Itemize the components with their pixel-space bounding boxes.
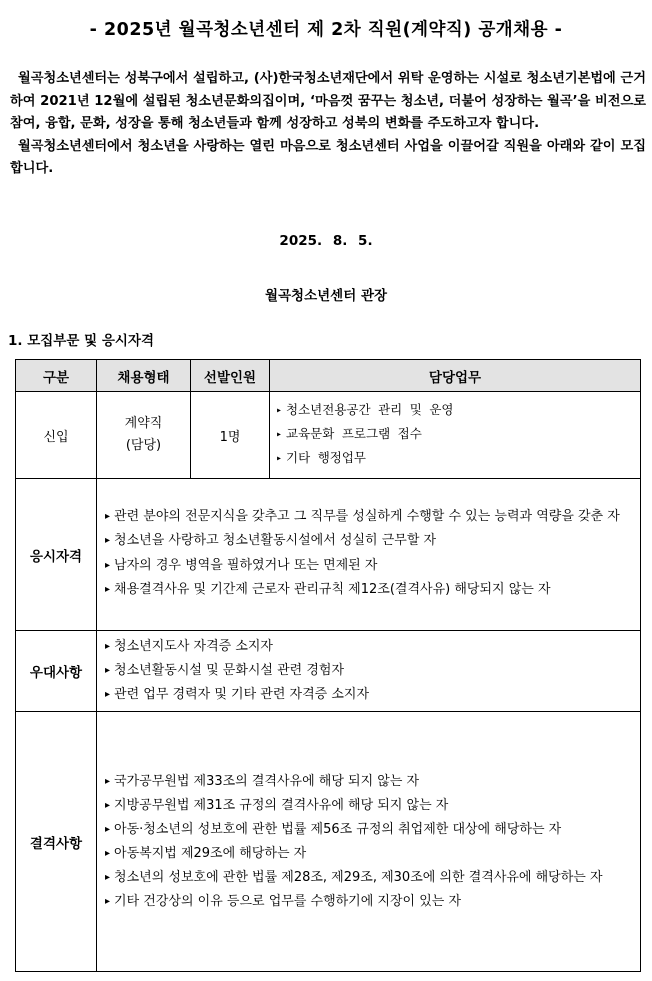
intro-paragraph-2: 월곡청소년센터에서 청소년을 사랑하는 열린 마음으로 청소년센터 사업을 이끌어갈 직원을 아래와 같이 모집합니다. <box>10 138 646 176</box>
duty-item: ▸ 청소년전용공간 관리 및 운영 <box>276 399 640 423</box>
headcount-cell: 1명 <box>191 392 270 479</box>
section-1-title: 1. 모집부문 및 응시자격 <box>8 333 154 349</box>
qualifications-label: 응시자격 <box>16 479 97 631</box>
preferences-label: 우대사항 <box>16 631 97 712</box>
employment-type-line-2: (담당) <box>125 438 162 453</box>
disqualification-item: ▸ 청소년의 성보호에 관한 법률 제28조, 제29조, 제30조에 의한 결격사유에 해당하는 자 <box>105 866 634 890</box>
header-category: 구분 <box>16 360 97 392</box>
header-duties: 담당업무 <box>270 360 641 392</box>
qualification-item: ▸ 남자의 경우 병역을 필하였거나 또는 면제된 자 <box>105 554 632 579</box>
table-row <box>16 392 641 479</box>
recruitment-table <box>15 359 641 972</box>
preference-item: ▸ 관련 업무 경력자 및 기타 관련 자격증 소지자 <box>105 683 632 707</box>
preference-item: ▸ 청소년활동시설 및 문화시설 관련 경험자 <box>105 659 632 683</box>
announcement-date: 2025. 8. 5. <box>279 233 373 249</box>
disqualifications-cell <box>97 712 641 972</box>
preference-item: ▸ 청소년지도사 자격증 소지자 <box>105 635 632 659</box>
duty-item: ▸ 교육문화 프로그램 접수 <box>276 423 640 447</box>
table-header-row <box>16 360 641 392</box>
organization-signature: 월곡청소년센터 관장 <box>264 288 388 304</box>
disqualification-item: ▸ 기타 건강상의 이유 등으로 업무를 수행하기에 지장이 있는 자 <box>105 890 634 914</box>
employment-type-cell <box>97 392 191 479</box>
duty-item: ▸ 기타 행정업무 <box>276 447 640 471</box>
disqualifications-row <box>16 712 641 972</box>
disqualification-item: ▸ 아동복지법 제29조에 해당하는 자 <box>105 842 634 866</box>
qualification-item: ▸ 청소년을 사랑하고 청소년활동시설에서 성실히 근무할 자 <box>105 529 632 554</box>
preferences-row <box>16 631 641 712</box>
header-headcount: 선발인원 <box>191 360 270 392</box>
intro-paragraph-1: 월곡청소년센터는 성북구에서 설립하고, (사)한국청소년재단에서 위탁 운영하는 시설로 청소년기본법에 근거하여 2021년 12월에 설립된 청소년문화의집이며, ‘마음껏 꿈꾸는 청소년, 더불어 성장하는 월곡’을 비전으로 참여, 융합, 문화, 성장을 통해 청소년들과 함께 성장하고 성북의 변화를 주도하고자 합니다. <box>10 71 646 131</box>
disqualification-item: ▸ 지방공무원법 제31조 규정의 결격사유에 해당 되지 않는 자 <box>105 794 634 818</box>
employment-type-line-1: 계약직 <box>124 416 163 431</box>
qualifications-row <box>16 479 641 631</box>
duties-cell <box>270 392 641 479</box>
disqualifications-label: 결격사항 <box>16 712 97 972</box>
intro-text <box>10 68 646 181</box>
qualification-item: ▸ 채용결격사유 및 기간제 근로자 관리규칙 제12조(결격사유) 해당되지 않는 자 <box>105 578 632 603</box>
preferences-cell <box>97 631 641 712</box>
category-cell: 신입 <box>16 392 97 479</box>
header-employment-type: 채용형태 <box>97 360 191 392</box>
disqualification-item: ▸ 아동·청소년의 성보호에 관한 법률 제56조 규정의 취업제한 대상에 해당하는 자 <box>105 818 634 842</box>
disqualification-item: ▸ 국가공무원법 제33조의 결격사유에 해당 되지 않는 자 <box>105 770 634 794</box>
page-title: - 2025년 월곡청소년센터 제 2차 직원(계약직) 공개채용 - <box>89 20 563 40</box>
qualification-item: ▸ 관련 분야의 전문지식을 갖추고 그 직무를 성실하게 수행할 수 있는 능력과 역량을 갖춘 자 <box>105 505 632 530</box>
qualifications-cell <box>97 479 641 631</box>
